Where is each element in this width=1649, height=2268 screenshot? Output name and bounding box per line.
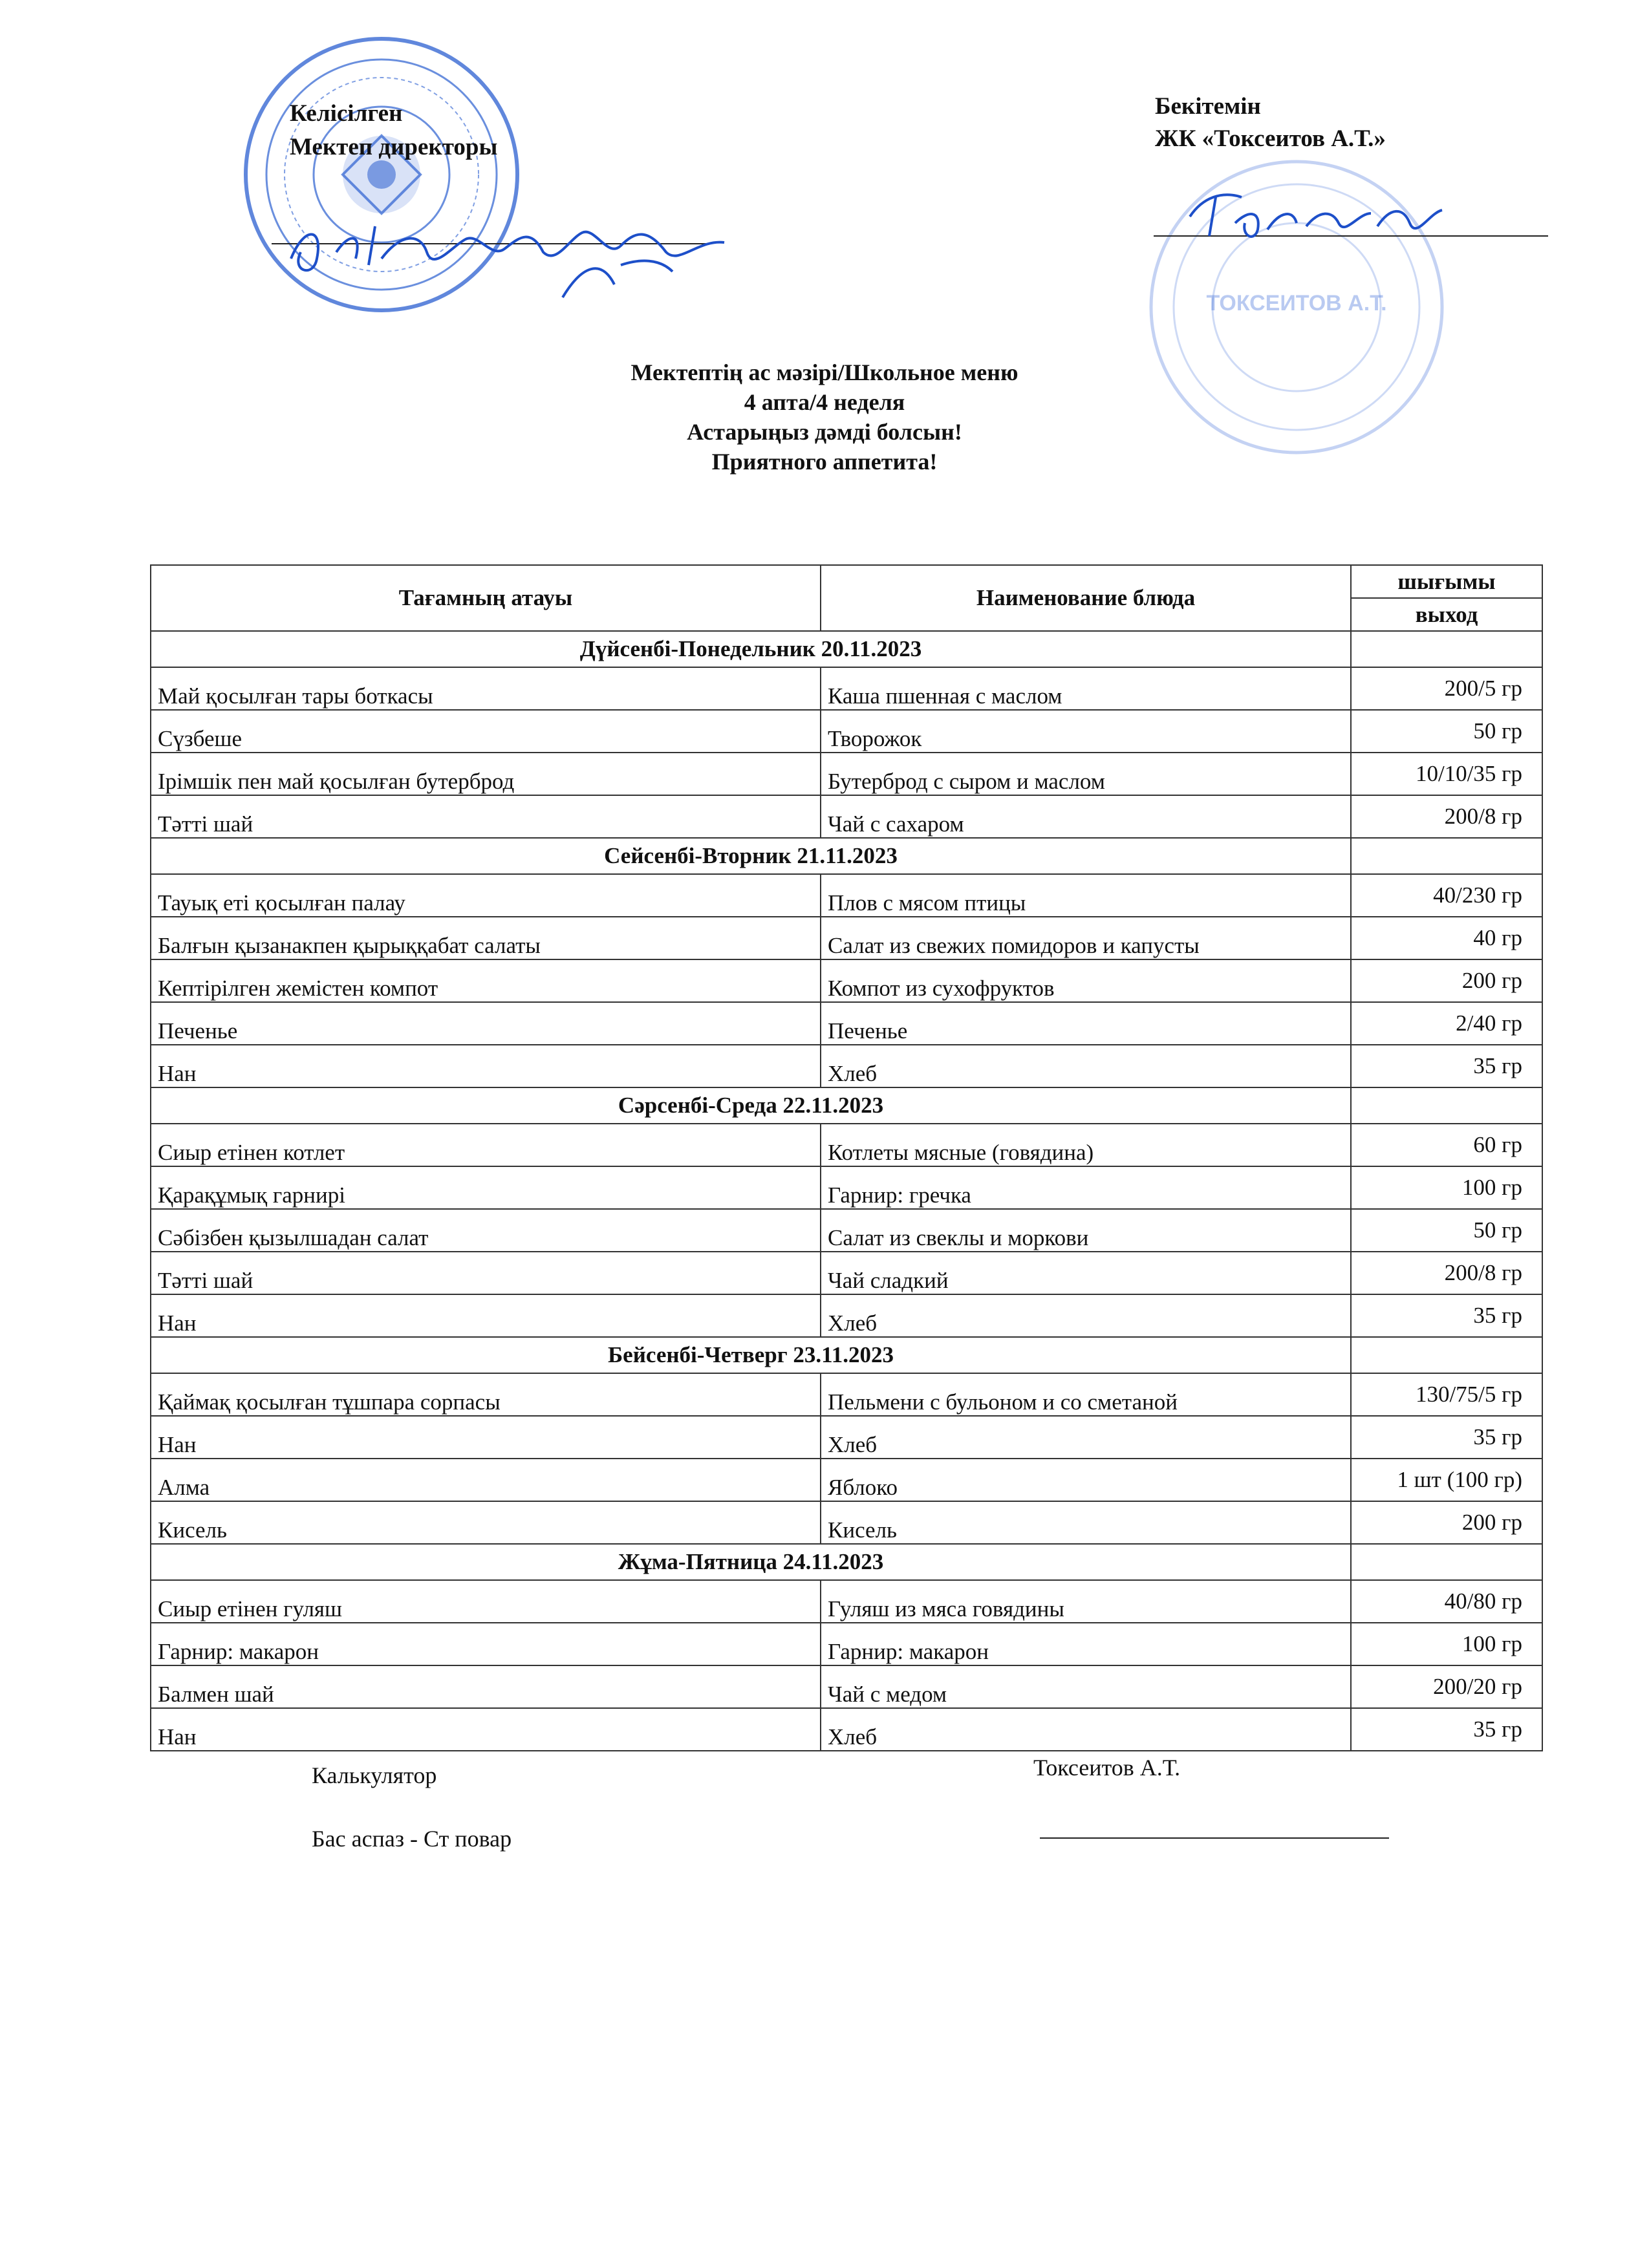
dish-name-ru: Гуляш из мяса говядины <box>821 1580 1351 1623</box>
dish-yield: 1 шт (100 гр) <box>1351 1459 1542 1501</box>
day-label: Сәрсенбі-Среда 22.11.2023 <box>151 1087 1351 1124</box>
table-row <box>151 1708 1542 1751</box>
table-row <box>151 1166 1542 1209</box>
approval-right-line1: Бекітемін <box>1155 93 1261 120</box>
document-title <box>0 358 1649 476</box>
table-row <box>151 1294 1542 1337</box>
header-kz: Тағамның атауы <box>151 565 821 631</box>
day-yield-empty <box>1351 1337 1542 1373</box>
dish-name-ru: Яблоко <box>821 1459 1351 1501</box>
title-line1: Мектептің ас мәзірі/Школьное меню <box>630 359 1018 385</box>
day-label: Жұма-Пятница 24.11.2023 <box>151 1544 1351 1580</box>
dish-name-kz: Кисель <box>151 1501 821 1544</box>
footer-chef: Бас аспаз - Ст повар <box>312 1826 512 1852</box>
table-row <box>151 1045 1542 1087</box>
dish-name-kz: Ірімшік пен май қосылған бутерброд <box>151 753 821 795</box>
title-line2: 4 апта/4 неделя <box>744 389 905 415</box>
dish-yield: 200 гр <box>1351 1501 1542 1544</box>
dish-yield: 2/40 гр <box>1351 1002 1542 1045</box>
dish-name-ru: Хлеб <box>821 1416 1351 1459</box>
table-row <box>151 874 1542 917</box>
dish-name-kz: Алма <box>151 1459 821 1501</box>
dish-name-ru: Котлеты мясные (говядина) <box>821 1124 1351 1166</box>
dish-name-kz: Тәтті шай <box>151 795 821 838</box>
dish-name-kz: Май қосылған тары боткасы <box>151 667 821 710</box>
dish-yield: 40/80 гр <box>1351 1580 1542 1623</box>
dish-name-ru: Гарнир: макарон <box>821 1623 1351 1665</box>
table-row <box>151 1124 1542 1166</box>
dish-name-kz: Сиыр етінен гуляш <box>151 1580 821 1623</box>
day-header-row <box>151 838 1542 874</box>
dish-name-kz: Қаймақ қосылған тұшпара сорпасы <box>151 1373 821 1416</box>
dish-name-ru: Хлеб <box>821 1708 1351 1751</box>
dish-name-kz: Нан <box>151 1045 821 1087</box>
dish-name-ru: Плов с мясом птицы <box>821 874 1351 917</box>
table-row <box>151 1580 1542 1623</box>
dish-name-kz: Балғын қызанакпен қырыққабат салаты <box>151 917 821 959</box>
dish-yield: 40 гр <box>1351 917 1542 959</box>
day-header-row <box>151 1337 1542 1373</box>
dish-name-ru: Компот из сухофруктов <box>821 959 1351 1002</box>
dish-yield: 100 гр <box>1351 1623 1542 1665</box>
table-row <box>151 753 1542 795</box>
footer-signer: Токсеитов А.Т. <box>1033 1755 1181 1781</box>
table-row <box>151 1252 1542 1294</box>
dish-name-ru: Хлеб <box>821 1294 1351 1337</box>
dish-name-kz: Нан <box>151 1294 821 1337</box>
day-header-row <box>151 631 1542 667</box>
dish-yield: 50 гр <box>1351 710 1542 753</box>
menu-body <box>151 631 1542 1751</box>
dish-yield: 35 гр <box>1351 1416 1542 1459</box>
dish-name-ru: Чай с медом <box>821 1665 1351 1708</box>
dish-yield: 100 гр <box>1351 1166 1542 1209</box>
dish-name-ru: Печенье <box>821 1002 1351 1045</box>
footer-calculator: Калькулятор <box>312 1762 437 1788</box>
dish-name-kz: Балмен шай <box>151 1665 821 1708</box>
table-row <box>151 1501 1542 1544</box>
day-label: Дүйсенбі-Понедельник 20.11.2023 <box>151 631 1351 667</box>
dish-name-ru: Бутерброд с сыром и маслом <box>821 753 1351 795</box>
dish-name-kz: Тәтті шай <box>151 1252 821 1294</box>
dish-yield: 200 гр <box>1351 959 1542 1002</box>
title-line4: Приятного аппетита! <box>711 449 938 475</box>
dish-name-ru: Салат из свеклы и моркови <box>821 1209 1351 1252</box>
dish-yield: 35 гр <box>1351 1294 1542 1337</box>
dish-name-kz: Сәбізбен қызылшадан салат <box>151 1209 821 1252</box>
dish-name-ru: Кисель <box>821 1501 1351 1544</box>
day-yield-empty <box>1351 1544 1542 1580</box>
approval-left <box>290 97 497 164</box>
dish-name-kz: Нан <box>151 1708 821 1751</box>
dish-name-kz: Гарнир: макарон <box>151 1623 821 1665</box>
dish-name-kz: Сиыр етінен котлет <box>151 1124 821 1166</box>
dish-name-ru: Чай с сахаром <box>821 795 1351 838</box>
header-ru: Наименование блюда <box>821 565 1351 631</box>
dish-name-kz: Нан <box>151 1416 821 1459</box>
director-signature <box>278 187 744 304</box>
table-row <box>151 1665 1542 1708</box>
table-row <box>151 959 1542 1002</box>
approval-right <box>1155 91 1386 155</box>
table-row <box>151 1002 1542 1045</box>
day-yield-empty <box>1351 631 1542 667</box>
dish-name-kz: Тауық еті қосылған палау <box>151 874 821 917</box>
owner-signature <box>1183 178 1455 249</box>
day-header-row <box>151 1544 1542 1580</box>
table-row <box>151 1373 1542 1416</box>
dish-yield: 130/75/5 гр <box>1351 1373 1542 1416</box>
table-row <box>151 710 1542 753</box>
dish-name-kz: Кептірілген жемістен компот <box>151 959 821 1002</box>
table-row <box>151 1623 1542 1665</box>
header-yield-kz: шығымы <box>1351 565 1542 598</box>
dish-name-kz: Қарақұмық гарнирі <box>151 1166 821 1209</box>
table-row <box>151 667 1542 710</box>
dish-name-ru: Творожок <box>821 710 1351 753</box>
dish-name-ru: Салат из свежих помидоров и капусты <box>821 917 1351 959</box>
approval-left-line1: Келісілген <box>290 100 403 127</box>
dish-yield: 60 гр <box>1351 1124 1542 1166</box>
day-yield-empty <box>1351 1087 1542 1124</box>
dish-yield: 200/8 гр <box>1351 795 1542 838</box>
day-label: Сейсенбі-Вторник 21.11.2023 <box>151 838 1351 874</box>
approval-right-line2: ЖК «Токсеитов А.Т.» <box>1155 125 1386 152</box>
table-row <box>151 1459 1542 1501</box>
dish-yield: 200/8 гр <box>1351 1252 1542 1294</box>
dish-name-ru: Гарнир: гречка <box>821 1166 1351 1209</box>
dish-yield: 35 гр <box>1351 1708 1542 1751</box>
footer-signature-line <box>1040 1837 1389 1839</box>
dish-yield: 200/20 гр <box>1351 1665 1542 1708</box>
table-row <box>151 795 1542 838</box>
table-row <box>151 917 1542 959</box>
dish-yield: 200/5 гр <box>1351 667 1542 710</box>
day-label: Бейсенбі-Четверг 23.11.2023 <box>151 1337 1351 1373</box>
table-row <box>151 1209 1542 1252</box>
stamp-name-text: ТОКСЕИТОВ А.Т. <box>1206 291 1387 316</box>
dish-yield: 10/10/35 гр <box>1351 753 1542 795</box>
dish-name-ru: Хлеб <box>821 1045 1351 1087</box>
table-row <box>151 1416 1542 1459</box>
dish-name-kz: Сүзбеше <box>151 710 821 753</box>
title-line3: Астарыңыз дәмді болсын! <box>687 419 962 445</box>
dish-name-ru: Чай сладкий <box>821 1252 1351 1294</box>
dish-name-ru: Каша пшенная с маслом <box>821 667 1351 710</box>
dish-yield: 50 гр <box>1351 1209 1542 1252</box>
menu-table <box>150 564 1543 1751</box>
dish-yield: 35 гр <box>1351 1045 1542 1087</box>
approval-left-line2: Мектеп директоры <box>290 134 498 160</box>
day-yield-empty <box>1351 838 1542 874</box>
header-yield-ru: выход <box>1351 598 1542 631</box>
dish-name-kz: Печенье <box>151 1002 821 1045</box>
day-header-row <box>151 1087 1542 1124</box>
dish-yield: 40/230 гр <box>1351 874 1542 917</box>
dish-name-ru: Пельмени с бульоном и со сметаной <box>821 1373 1351 1416</box>
